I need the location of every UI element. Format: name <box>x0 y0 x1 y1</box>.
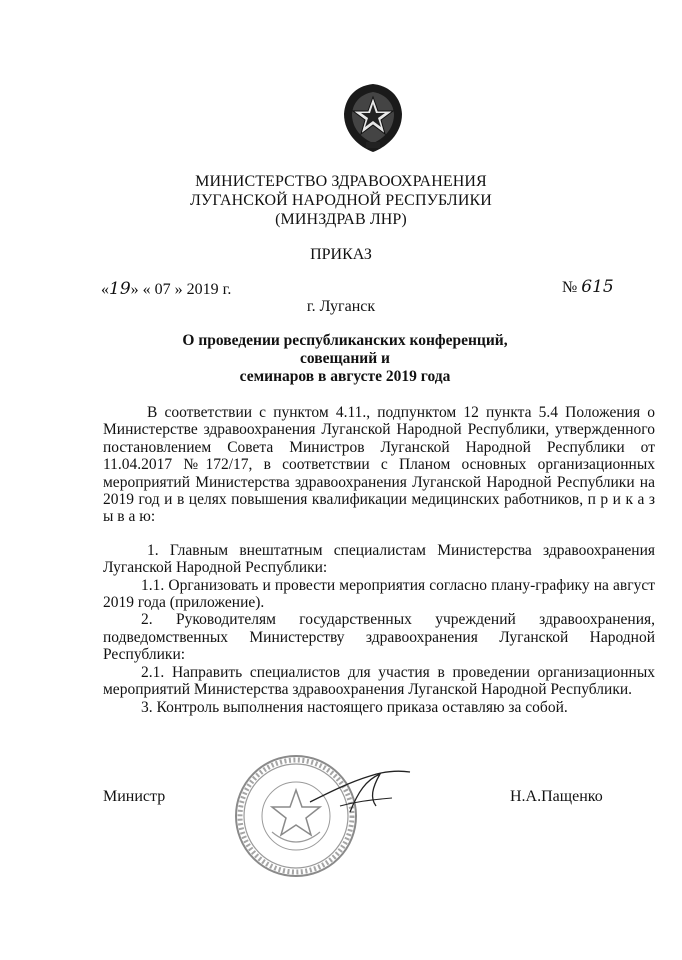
order-title <box>150 332 540 386</box>
signer-name: Н.А.Пащенко <box>510 788 603 805</box>
handwritten-signature <box>300 762 420 822</box>
number-label: № <box>562 279 578 296</box>
quote-close: » <box>130 281 139 298</box>
clause-2-1: 2.1. Направить специалистов для участия в проведении организационных мероприятий Министерства здравоохранения Луганской Народной Республики. <box>103 663 655 699</box>
document-type: ПРИКАЗ <box>310 246 372 263</box>
clause-2: 2. Руководителям государственных учреждений здравоохранения, подведомственных Министерству здравоохранения Луганской Народной Республики: <box>103 611 655 664</box>
clause-1: 1. Главным внештатным специалистам Министерства здравоохранения Луганской Народной Республики: <box>103 541 655 577</box>
ministry-header <box>0 172 682 229</box>
clause-3: 3. Контроль выполнения настоящего приказа оставляю за собой. <box>141 698 568 716</box>
date-day: 19 <box>109 279 131 299</box>
coat-of-arms-emblem <box>335 80 411 156</box>
signer-position: Министр <box>103 788 166 805</box>
quote-open: « <box>101 281 109 298</box>
order-body <box>103 404 655 716</box>
order-date <box>101 279 231 299</box>
title-line: О проведении республиканских конференций, совещаний и <box>182 332 508 367</box>
title-line: семинаров в августе 2019 года <box>239 368 451 385</box>
clause-1-1: 1.1. Организовать и провести мероприятия согласно плану-графику на август 2019 года (приложение). <box>103 576 655 612</box>
intro-paragraph: В соответствии с пунктом 4.11., подпунктом 12 пункта 5.4 Положения о Министерстве здравоохранения Луганской Народной Республики, утвержденного постановлением Совета Министров Луганской Народной Республики от 11.04.2017 №172/17, в соответствии с Планом основных организационных мероприятий Министерства здравоохранения Луганской Народной Республики на 2019 год и в целях повышения квалификации медицинских работников, п р и к а з ы в а ю: <box>103 404 655 526</box>
ministry-line: МИНИСТЕРСТВО ЗДРАВООХРАНЕНИЯ <box>195 173 487 190</box>
order-number <box>562 277 614 297</box>
date-month-year: « 07 » 2019 г. <box>142 281 232 298</box>
ministry-line: ЛУГАНСКОЙ НАРОДНОЙ РЕСПУБЛИКИ <box>190 192 492 209</box>
city: г. Луганск <box>306 298 376 315</box>
ministry-abbreviation: (МИНЗДРАВ ЛНР) <box>275 211 407 228</box>
number-value: 615 <box>581 277 614 297</box>
